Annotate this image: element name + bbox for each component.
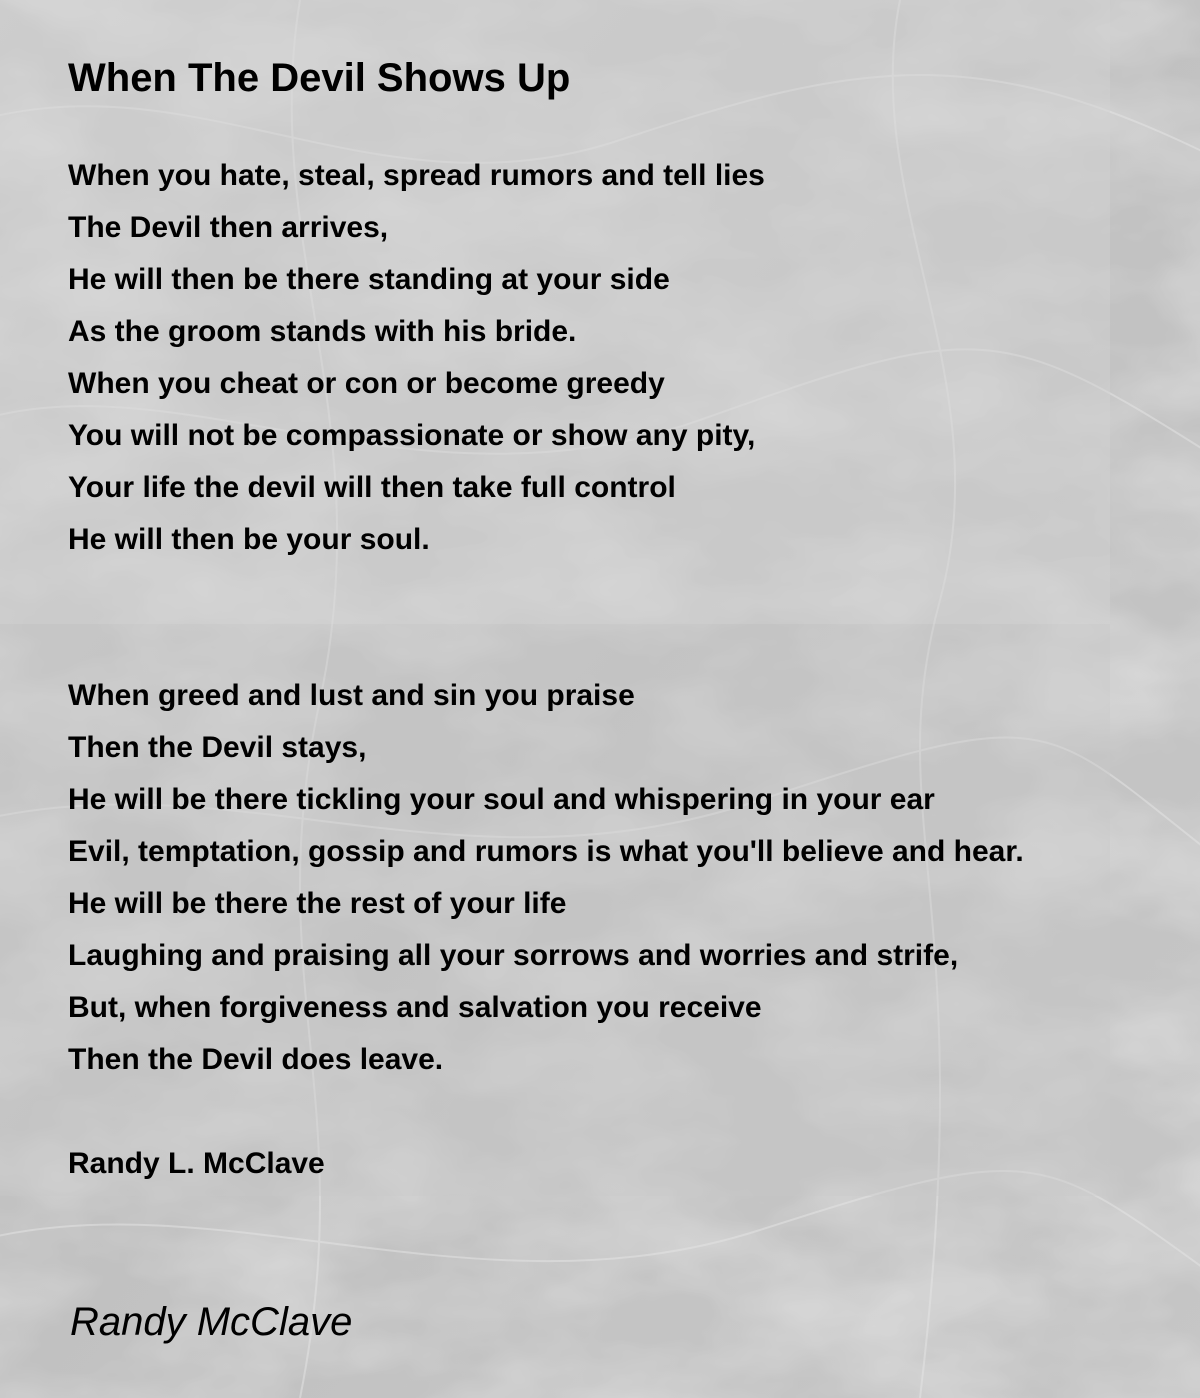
- poem-line: The Devil then arrives,: [68, 211, 389, 244]
- stanza-2: [68, 670, 1024, 1086]
- author-name: Randy McClave: [70, 1300, 353, 1344]
- poem-line: He will be there the rest of your life: [68, 887, 567, 920]
- poem-byline: Randy L. McClave: [68, 1147, 325, 1180]
- poem-line: Then the Devil stays,: [68, 731, 367, 764]
- poem-title: When The Devil Shows Up: [68, 56, 571, 100]
- poem-line: As the groom stands with his bride.: [68, 315, 577, 348]
- stanza-1: [68, 150, 765, 566]
- poem-line: When you cheat or con or become greedy: [68, 367, 665, 400]
- poem-line: When greed and lust and sin you praise: [68, 679, 635, 712]
- poem-line: Your life the devil will then take full control: [68, 471, 676, 504]
- poem-line: But, when forgiveness and salvation you receive: [68, 991, 762, 1024]
- poem-line: He will be there tickling your soul and whispering in your ear: [68, 783, 935, 816]
- poem-line: He will then be there standing at your side: [68, 263, 670, 296]
- poem-line: Evil, temptation, gossip and rumors is what you'll believe and hear.: [68, 835, 1024, 868]
- poem-line: Then the Devil does leave.: [68, 1043, 444, 1076]
- poem-line: Laughing and praising all your sorrows and worries and strife,: [68, 939, 959, 972]
- poem-line: You will not be compassionate or show any pity,: [68, 419, 756, 452]
- poem-line: When you hate, steal, spread rumors and tell lies: [68, 159, 765, 192]
- poem-line: He will then be your soul.: [68, 523, 430, 556]
